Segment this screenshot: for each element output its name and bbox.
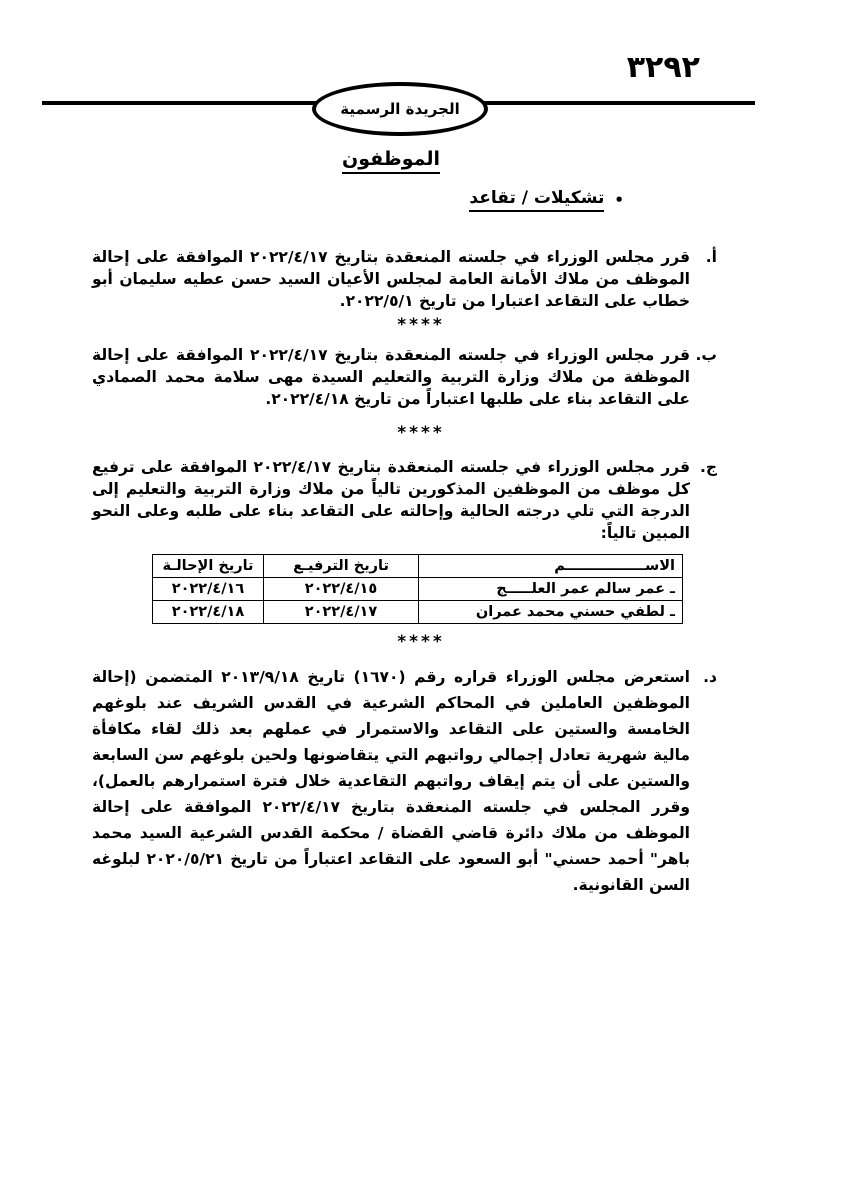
stars-separator: **** bbox=[397, 315, 445, 335]
item-text: قرر مجلس الوزراء في جلسته المنعقدة بتاريخ ٢٠٢٢/٤/١٧ الموافقة على إحالة الموظف من ملاك الأمانة العامة لمجلس الأعيان السيد حسن عطيه سليمان أبو خطاب على التقاعد اعتبارا من تاريخ ٢٠٢٢/٥/١. bbox=[92, 248, 691, 310]
item-marker: ج. bbox=[699, 458, 717, 476]
decision-item-c bbox=[92, 456, 717, 544]
cell-referral-date: ٢٠٢٢/٤/١٨ bbox=[153, 601, 264, 624]
table-header-row bbox=[153, 555, 683, 578]
stars-separator: **** bbox=[397, 423, 445, 443]
cell-referral-date: ٢٠٢٢/٤/١٦ bbox=[153, 578, 264, 601]
retirees-table bbox=[152, 554, 683, 624]
table-row bbox=[153, 578, 683, 601]
item-text: قرر مجلس الوزراء في جلسته المنعقدة بتاريخ ٢٠٢٢/٤/١٧ الموافقة على إحالة الموظفة من ملاك وزارة التربية والتعليم السيدة مهى سلامة محمد الصمادي على التقاعد بناء على طلبها اعتباراً من تاريخ ٢٠٢٢/٤/١٨. bbox=[92, 346, 691, 408]
masthead-oval bbox=[312, 82, 488, 136]
cell-promotion-date: ٢٠٢٢/٤/١٥ bbox=[264, 578, 419, 601]
page-content bbox=[92, 148, 717, 898]
decision-item-b bbox=[92, 344, 717, 410]
cell-promotion-date: ٢٠٢٢/٤/١٧ bbox=[264, 601, 419, 624]
cell-employee-name: ـ لطفي حسني محمد عمران bbox=[419, 601, 683, 624]
column-header-referral-date: تاريخ الإحالـة bbox=[153, 555, 264, 578]
page-number: ٣٢٩٢ bbox=[626, 50, 700, 85]
item-marker: أ. bbox=[705, 248, 717, 266]
table-row bbox=[153, 601, 683, 624]
masthead-label: الجريدة الرسمية bbox=[340, 100, 460, 118]
bullet-icon: • bbox=[614, 190, 624, 209]
item-marker: ب. bbox=[695, 346, 717, 364]
topic-label: تشكيلات / تقاعد bbox=[469, 188, 604, 212]
topic-line bbox=[92, 188, 690, 212]
section-title-text: الموظفون bbox=[342, 148, 440, 174]
decision-item-d bbox=[92, 664, 717, 898]
column-header-promotion-date: تاريخ الترفيـع bbox=[264, 555, 419, 578]
section-title bbox=[92, 148, 690, 174]
item-marker: د. bbox=[703, 668, 717, 686]
column-header-name: الاســــــــــــــــم bbox=[419, 555, 683, 578]
stars-separator: **** bbox=[397, 632, 445, 652]
decision-item-a bbox=[92, 246, 717, 312]
item-text: استعرض مجلس الوزراء قراره رقم (١٦٧٠) تاريخ ٢٠١٣/٩/١٨ المتضمن (إحالة الموظفين العاملين في المحاكم الشرعية في القدس الشريف عند بلوغهم الخامسة والستين على التقاعد والاستمرار في عملهم بعد ذلك لقاء مكافأة مالية شهرية تعادل إجمالي رواتبهم التي يتقاضونها ولحين بلوغهم سن السابعة والستين على أن يتم إيقاف رواتبهم التقاعدية خلال فترة استمرارهم بالعمل)، وقرر المجلس في جلسته المنعقدة بتاريخ ٢٠٢٢/٤/١٧ الموافقة على إحالة الموظف من ملاك دائرة قاضي القضاة / محكمة القدس الشرعية السيد محمد باهر" أحمد حسني" أبو السعود على التقاعد اعتباراً من تاريخ ٢٠٢٠/٥/٢١ لبلوغه السن القانونية. bbox=[92, 668, 691, 894]
item-text: قرر مجلس الوزراء في جلسته المنعقدة بتاريخ ٢٠٢٢/٤/١٧ الموافقة على ترفيع كل موظف من الموظفين المذكورين تالياً من ملاك وزارة التربية والتعليم إلى الدرجة التي تلي درجته الحالية وإحالته على التقاعد بناء على طلبه وعلى النحو المبين تالياً: bbox=[92, 458, 691, 542]
cell-employee-name: ـ عمر سالم عمر العلـــــج bbox=[419, 578, 683, 601]
